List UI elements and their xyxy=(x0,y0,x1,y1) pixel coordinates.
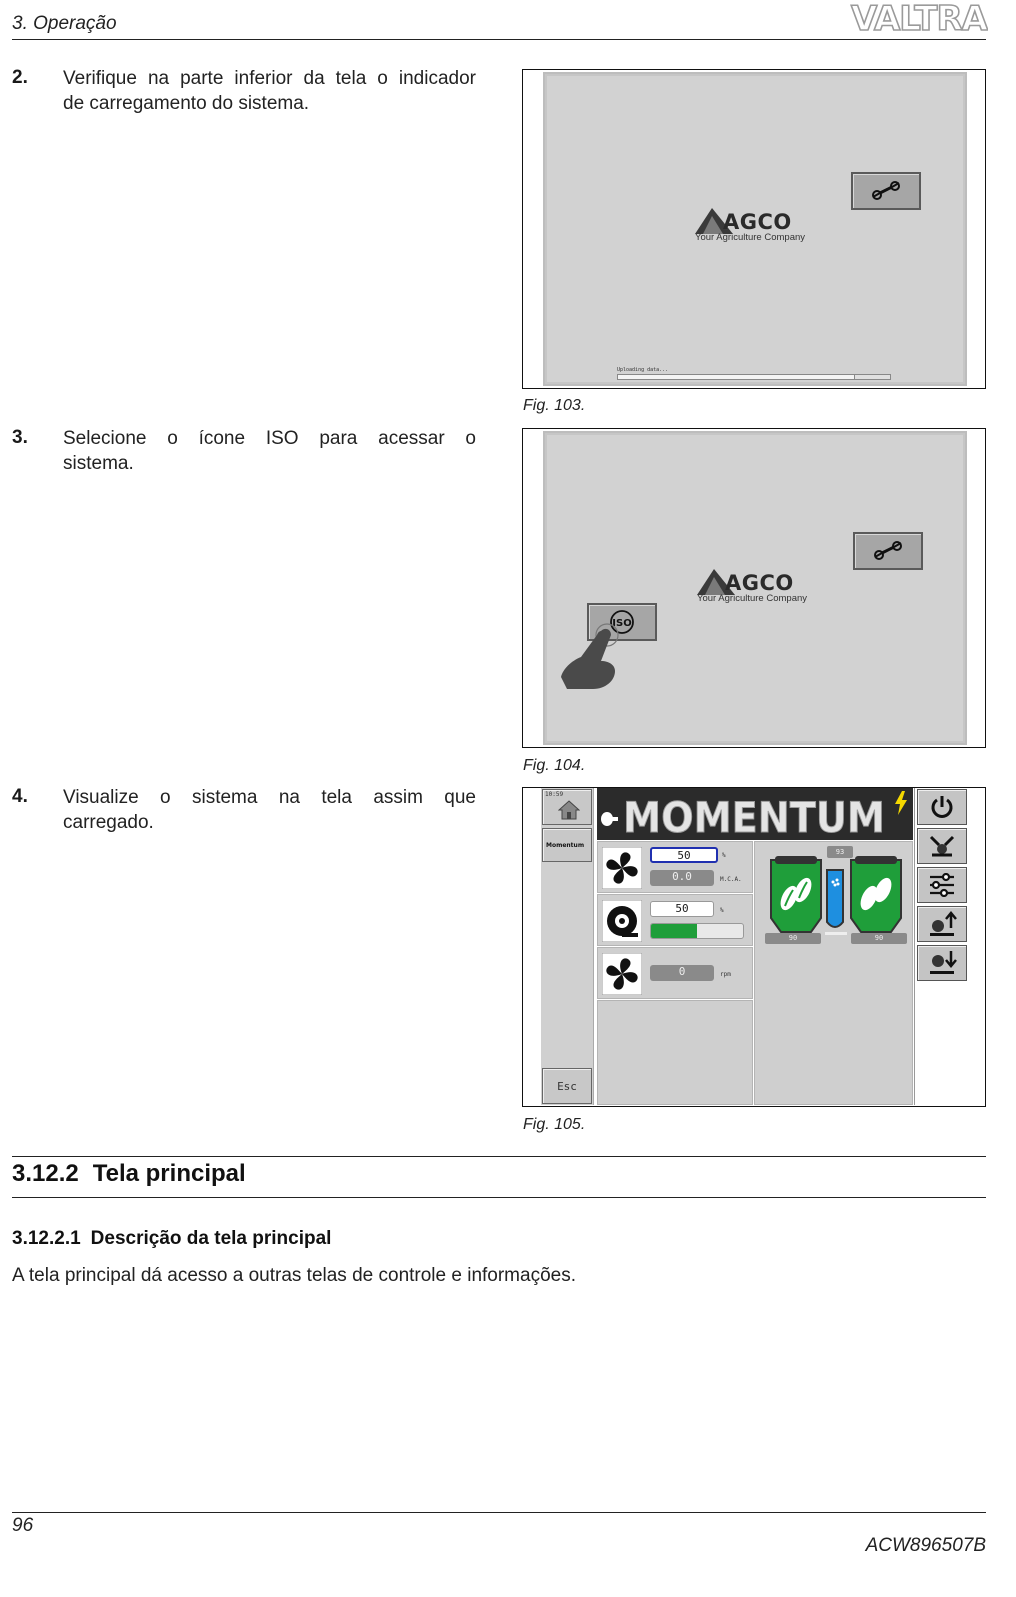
hopper-icon xyxy=(765,856,915,944)
momentum-mini-label: Momentum xyxy=(546,842,585,849)
empty-panel xyxy=(597,1000,753,1105)
section-divider-bottom xyxy=(12,1197,986,1198)
momentum-title-bar xyxy=(597,788,913,840)
agco-tagline: Your Agriculture Company xyxy=(697,593,808,604)
lift-both-button[interactable] xyxy=(917,828,967,864)
document-code: ACW896507B xyxy=(865,1535,986,1556)
home-icon xyxy=(558,799,580,821)
step-text xyxy=(63,66,476,116)
unit-label: M.C.A. xyxy=(720,876,742,883)
hopper-panel xyxy=(754,841,913,1105)
right-toolbar xyxy=(914,788,969,1105)
settings-sliders-icon xyxy=(928,873,956,897)
step-number: 3. xyxy=(12,427,28,448)
svg-text:MOMENTUM: MOMENTUM xyxy=(623,793,885,838)
subsection-title: Descrição da tela principal xyxy=(90,1228,332,1249)
unit-label: rpm xyxy=(720,971,731,978)
step-line: sistema. xyxy=(63,453,134,474)
settings-button[interactable] xyxy=(917,867,967,903)
loading-text: Uploading data... xyxy=(617,367,669,373)
figure-105 xyxy=(522,787,986,1107)
section-divider-top xyxy=(12,1156,986,1157)
figure-104 xyxy=(522,428,986,748)
clock: 10:59 xyxy=(545,791,564,798)
lift-down-icon xyxy=(927,949,957,977)
figure-103 xyxy=(522,69,986,389)
drive-input[interactable]: 50 xyxy=(650,901,714,917)
fan-icon xyxy=(602,953,642,995)
figure-caption: Fig. 105. xyxy=(523,1116,586,1133)
home-button[interactable] xyxy=(542,789,592,825)
lift-icon xyxy=(927,833,957,859)
rpm-panel xyxy=(597,947,753,999)
drive-progress-bar xyxy=(650,923,744,939)
agco-wordmark: AGCO xyxy=(725,571,794,595)
unit-label: % xyxy=(722,852,726,859)
step-text xyxy=(63,426,476,476)
rpm-value: 0 xyxy=(650,965,714,981)
momentum-title xyxy=(619,792,889,838)
svg-text:ISO: ISO xyxy=(612,618,632,629)
page-number: 96 xyxy=(12,1515,34,1536)
step-line: Selecione o ícone ISO para acessar o xyxy=(63,428,476,449)
drive-icon xyxy=(602,900,642,942)
section-title: Tela principal xyxy=(92,1160,246,1187)
subsection-heading xyxy=(12,1228,331,1250)
step-number: 2. xyxy=(12,67,28,88)
step-number: 4. xyxy=(12,786,28,807)
wrench-button[interactable] xyxy=(851,172,921,210)
terminal-screen xyxy=(543,431,967,745)
step-line: Visualize o sistema na tela assim que xyxy=(63,787,476,808)
hopper-right-value: 90 xyxy=(851,933,907,944)
lightning-icon xyxy=(893,791,909,815)
fan-icon xyxy=(602,847,642,889)
figure-caption: Fig. 104. xyxy=(523,757,586,774)
left-toolbar xyxy=(541,788,594,1105)
subsection-number: 3.12.2.1 xyxy=(12,1228,81,1249)
agco-logo xyxy=(695,208,805,243)
valtra-logo xyxy=(826,0,988,34)
pointing-hand-icon xyxy=(557,621,621,693)
wrench-icon xyxy=(868,180,904,202)
header-section-title: 3. Operação xyxy=(12,13,117,34)
hopper-graphic xyxy=(755,842,914,947)
loading-progress-bar xyxy=(617,374,891,380)
drive-panel xyxy=(597,894,753,946)
figure-caption: Fig. 103. xyxy=(523,397,586,414)
section-heading xyxy=(12,1160,246,1188)
esc-label: Esc xyxy=(557,1080,577,1093)
step-line: Verifique na parte inferior da tela o indicador xyxy=(63,68,476,89)
fan-panel xyxy=(597,841,753,893)
loading-progress-fill xyxy=(618,375,855,379)
wrench-icon xyxy=(870,540,906,562)
esc-button[interactable] xyxy=(542,1068,592,1104)
section-number: 3.12.2 xyxy=(12,1160,79,1187)
pressure-value: 0.0 xyxy=(650,870,714,886)
fan-speed-input[interactable]: 50 xyxy=(650,847,718,863)
hopper-left-value: 90 xyxy=(765,933,821,944)
agco-logo xyxy=(697,569,807,604)
lift-up-button[interactable] xyxy=(917,906,967,942)
seed-icon xyxy=(599,810,619,828)
agco-wordmark: AGCO xyxy=(723,210,792,234)
power-button[interactable] xyxy=(917,789,967,825)
power-icon xyxy=(929,794,955,820)
wrench-button[interactable] xyxy=(853,532,923,570)
unit-label: % xyxy=(720,907,724,914)
body-paragraph: A tela principal dá acesso a outras telas de controle e informações. xyxy=(12,1265,576,1286)
lift-down-button[interactable] xyxy=(917,945,967,981)
svg-text:VALTRA: VALTRA xyxy=(850,0,987,34)
momentum-screen xyxy=(523,788,986,1107)
agco-tagline: Your Agriculture Company xyxy=(695,232,806,243)
step-line: de carregamento do sistema. xyxy=(63,93,310,114)
momentum-mini-button[interactable] xyxy=(542,828,592,862)
terminal-screen xyxy=(543,72,967,386)
step-line: carregado. xyxy=(63,812,154,833)
step-text xyxy=(63,785,476,835)
hopper-top-value: 93 xyxy=(827,846,853,858)
lift-up-icon xyxy=(927,910,957,938)
header-divider xyxy=(12,39,986,40)
drive-progress-fill xyxy=(651,924,697,938)
footer-divider xyxy=(12,1512,986,1513)
